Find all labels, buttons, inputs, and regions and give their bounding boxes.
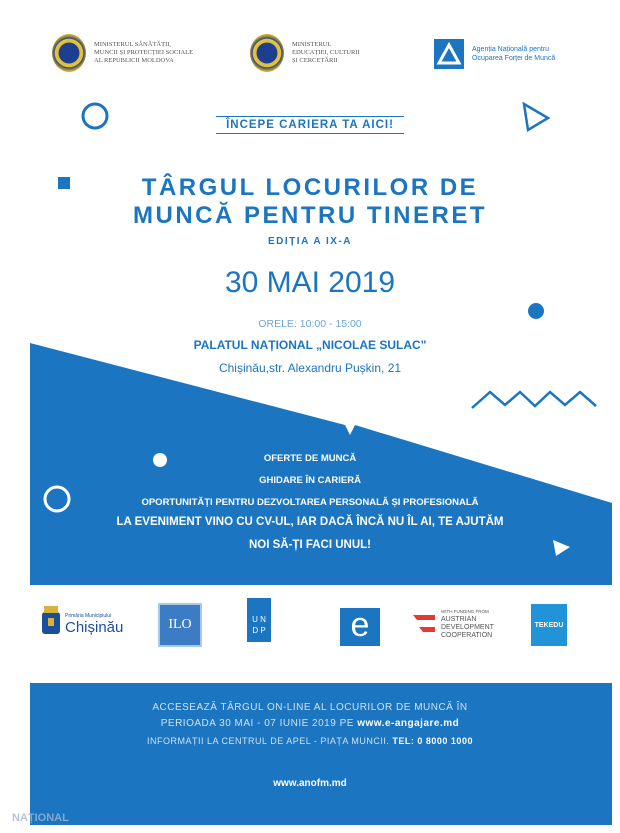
event-address: Chișinău,str. Alexandru Pușkin, 21: [218, 361, 402, 375]
logo-text: e: [350, 606, 370, 644]
logo-text: Chișinău: [65, 618, 124, 636]
event-hours: ORELE: 10:00 - 15:00: [258, 318, 362, 330]
logo-text: Primăria Municipiului: [65, 612, 112, 619]
dot-decoration: [528, 303, 544, 319]
cv-note-line-2: NOI SĂ-ȚI FACI UNUL!: [248, 539, 372, 551]
logo-undp: [247, 598, 271, 642]
anofm-link[interactable]: www.anofm.md: [273, 778, 347, 789]
logo-austrian-development: [413, 608, 494, 640]
logo-ministry-health: [52, 34, 193, 72]
logo-text: U N: [252, 615, 266, 624]
moldova-seal-icon: [250, 34, 284, 72]
offer-item: OPORTUNITĂȚI PENTRU DEZVOLTAREA PERSONALĂ ȘI PROFESIONALĂ: [141, 497, 479, 508]
logo-chisinau: [40, 606, 123, 642]
e-angajare-link[interactable]: www.e-angajare.md: [357, 718, 460, 729]
logo-text: MINISTERUL SĂNĂTĂȚII,: [94, 41, 172, 48]
logo-text: TEKEDU: [534, 621, 564, 629]
title-line-2: MUNCĂ PENTRU TINERET: [133, 202, 487, 229]
logo-text: EDUCAȚIEI, CULTURII: [292, 49, 360, 56]
logo-ced: [340, 608, 380, 646]
event-date: 30 MAI 2019: [224, 266, 396, 299]
anofm-logo-icon: [434, 39, 464, 69]
logo-tekedu: [531, 604, 567, 646]
logo-text: MINISTERUL: [292, 41, 332, 48]
cv-note-line-1: LA EVENIMENT VINO CU CV-UL, IAR DACĂ ÎNCĂ NU ÎL AI, TE AJUTĂM: [116, 516, 504, 528]
logo-text: AUSTRIAN: [441, 616, 477, 623]
phone-number: TEL: 0 8000 1000: [392, 736, 473, 746]
logo-text: DEVELOPMENT: [441, 624, 494, 631]
offer-item: OFERTE DE MUNCĂ: [263, 453, 357, 464]
watermark: NAȚIONAL: [12, 812, 69, 824]
footer-text: INFORMAȚII LA CENTRUL DE APEL - PIAȚA MUNCII.: [147, 736, 393, 746]
logo-text: WITH FUNDING FROM: [441, 609, 489, 614]
logo-text: D P: [252, 626, 266, 635]
logo-anofm: [434, 39, 555, 69]
logo-text: MUNCII ȘI PROTECȚIEI SOCIALE: [94, 49, 194, 56]
logo-text: AL REPUBLICII MOLDOVA: [94, 57, 174, 64]
offer-item: GHIDARE ÎN CARIERĂ: [259, 475, 361, 486]
austria-flag-icon: [413, 615, 435, 633]
logo-ilo: [158, 603, 202, 647]
event-venue: PALATUL NAȚIONAL „NICOLAE SULAC": [193, 338, 427, 352]
footer-text: PERIOADA 30 MAI - 07 IUNIE 2019 PE: [160, 718, 358, 729]
moldova-seal-icon: [52, 34, 86, 72]
footer-line-2: [0, 718, 620, 729]
logo-text: ȘI CERCETĂRII: [292, 57, 338, 64]
logo-ministry-education: [250, 34, 360, 72]
logo-text: Agenția Națională pentru: [472, 46, 550, 53]
logo-text: Ocuparea Forței de Muncă: [472, 55, 556, 62]
edition: EDIȚIA A IX-A: [268, 236, 352, 247]
tagline-text: ÎNCEPE CARIERA TA AICI!: [216, 116, 404, 134]
logo-text: COOPERATION: [441, 632, 493, 639]
footer-line-1: ACCESEAZĂ TÂRGUL ON-LINE AL LOCURILOR DE MUNCĂ ÎN: [152, 702, 468, 713]
tagline: [0, 119, 620, 131]
title-line-1: TÂRGUL LOCURILOR DE: [141, 174, 479, 201]
footer-line-3: [0, 736, 620, 746]
chisinau-coat-of-arms-icon: [40, 606, 62, 642]
logo-text: ILO: [168, 617, 192, 632]
zigzag-decoration: [472, 392, 596, 408]
